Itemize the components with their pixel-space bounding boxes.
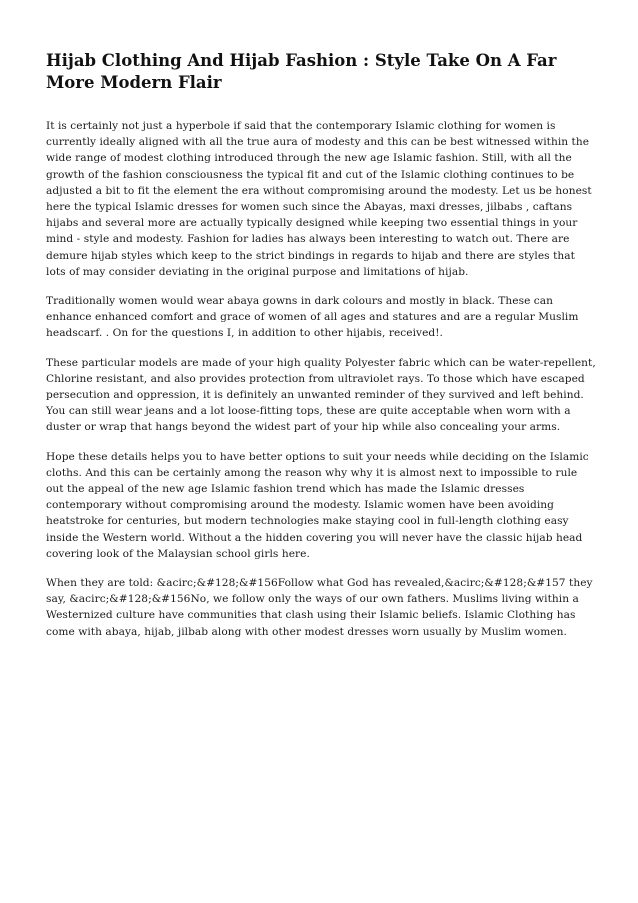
document-title: Hijab Clothing And Hijab Fashion : Style Take On A Far More Modern Flair <box>46 51 557 92</box>
paragraph-5: When they are told: &acirc;&#128;&#156Follow what God has revealed,&acirc;&#128;&#157 they say, &acirc;&#128;&#156No, we follow only the ways of our own fathers. Muslims living within a Westernized culture have communities that clash using their Islamic beliefs. Islamic Clothing has come with abaya, hijab, jilbab along with other modest dresses worn usually by Muslim women. <box>46 577 593 638</box>
document-page <box>46 50 596 653</box>
paragraph-3: These particular models are made of your high quality Polyester fabric which can be water-repellent, Chlorine resistant, and also provides protection from ultraviolet rays. To those which have escaped persecution and oppression, it is definitely an unwanted reminder of they survived and left behind. You can still wear jeans and a lot loose-fitting tops, these are quite acceptable when worn with a duster or wrap that hangs beyond the widest part of your hip while also concealing your arms. <box>46 356 596 434</box>
paragraph-2: Traditionally women would wear abaya gowns in dark colours and mostly in black. These can enhance enhanced comfort and grace of women of all ages and statures and are a regular Muslim headscarf. . On for the questions I, in addition to other hijabis, received!. <box>46 295 579 340</box>
paragraph-4: Hope these details helps you to have better options to suit your needs while deciding on the Islamic cloths. And this can be certainly among the reason why why it is almost next to impossible to rule out the appeal of the new age Islamic fashion trend which has made the Islamic dresses contemporary without compromising around the modesty. Islamic women have been avoiding heatstroke for centuries, but modern technologies make staying cool in full-length clothing easy inside the Western world. Without a the hidden covering you will never have the classic hijab head covering look of the Malaysian school girls here. <box>46 450 589 560</box>
paragraph-1: It is certainly not just a hyperbole if said that the contemporary Islamic clothing for women is currently ideally aligned with all the true aura of modesty and this can be best witnessed within the wide range of modest clothing introduced through the new age Islamic fashion. Still, with all the growth of the fashion consciousness the typical fit and cut of the Islamic clothing continues to be adjusted a bit to fit the element the era without compromising around the modesty. Let us be honest here the typical Islamic dresses for women such since the Abayas, maxi dresses, jilbabs , caftans hijabs and several more are actually typically designed while keeping two essential things in your mind - style and modesty. Fashion for ladies has always been interesting to watch out. There are demure hijab styles which keep to the strict bindings in regards to hijab and there are styles that lots of may consider deviating in the original purpose and limitations of hijab. <box>46 120 592 278</box>
